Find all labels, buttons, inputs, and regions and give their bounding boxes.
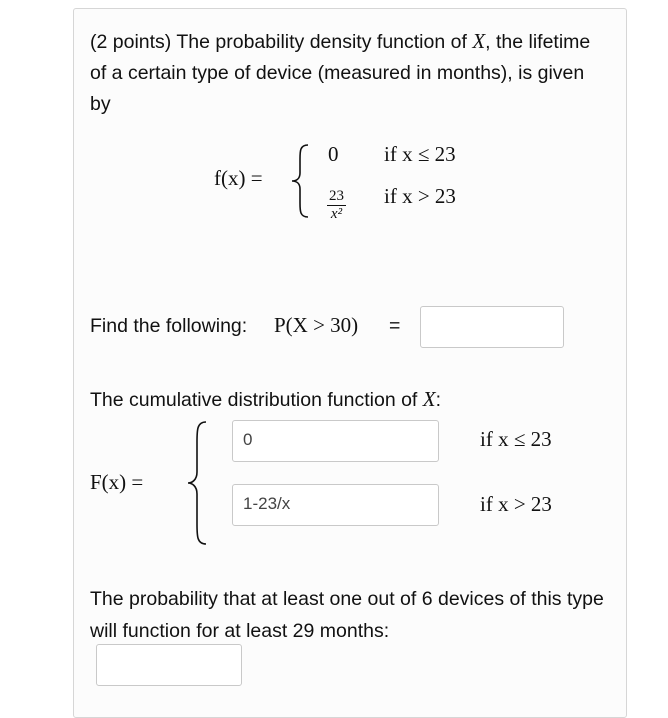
cdf-lhs: F(x) = <box>90 470 144 494</box>
question3-answer-input[interactable] <box>96 644 242 686</box>
pdf-lhs: f(x) = <box>214 166 263 190</box>
pdf-case2-condition: if x > 23 <box>384 184 456 208</box>
cdf-text: The cumulative distribution function of X: <box>90 387 442 411</box>
cdf-case2-answer-input[interactable]: 1-23/x <box>232 484 439 526</box>
pdf-fraction-numerator: 23 <box>329 188 344 204</box>
question1-equals: = <box>389 315 401 337</box>
question1-expression: P(X > 30) <box>274 313 359 337</box>
intro-text-1: The probability density function of <box>176 31 467 53</box>
question3-text: The probability that at least one out of 6 devices of this type will function for at least 29 months: <box>90 588 604 642</box>
pdf-case1-value: 0 <box>328 142 339 166</box>
intro-variable: X <box>472 29 486 53</box>
cdf-brace <box>186 420 210 546</box>
pdf-case2-fraction <box>327 181 346 223</box>
question1-answer-input[interactable] <box>420 306 564 348</box>
pdf-fraction-denominator: x² <box>330 206 343 222</box>
problem-intro <box>90 26 610 120</box>
pdf-case1-condition: if x ≤ 23 <box>384 142 456 166</box>
intro-text-2: , the lifetime of a certain type of device (measured in months), is given by <box>90 31 591 115</box>
question1-text: Find the following: <box>90 315 248 337</box>
cdf-case1-condition: if x ≤ 23 <box>480 427 552 451</box>
points-label: (2 points) <box>90 31 172 53</box>
pdf-brace <box>290 143 312 219</box>
cdf-case2-condition: if x > 23 <box>480 492 552 516</box>
cdf-case1-answer-input[interactable]: 0 <box>232 420 439 462</box>
